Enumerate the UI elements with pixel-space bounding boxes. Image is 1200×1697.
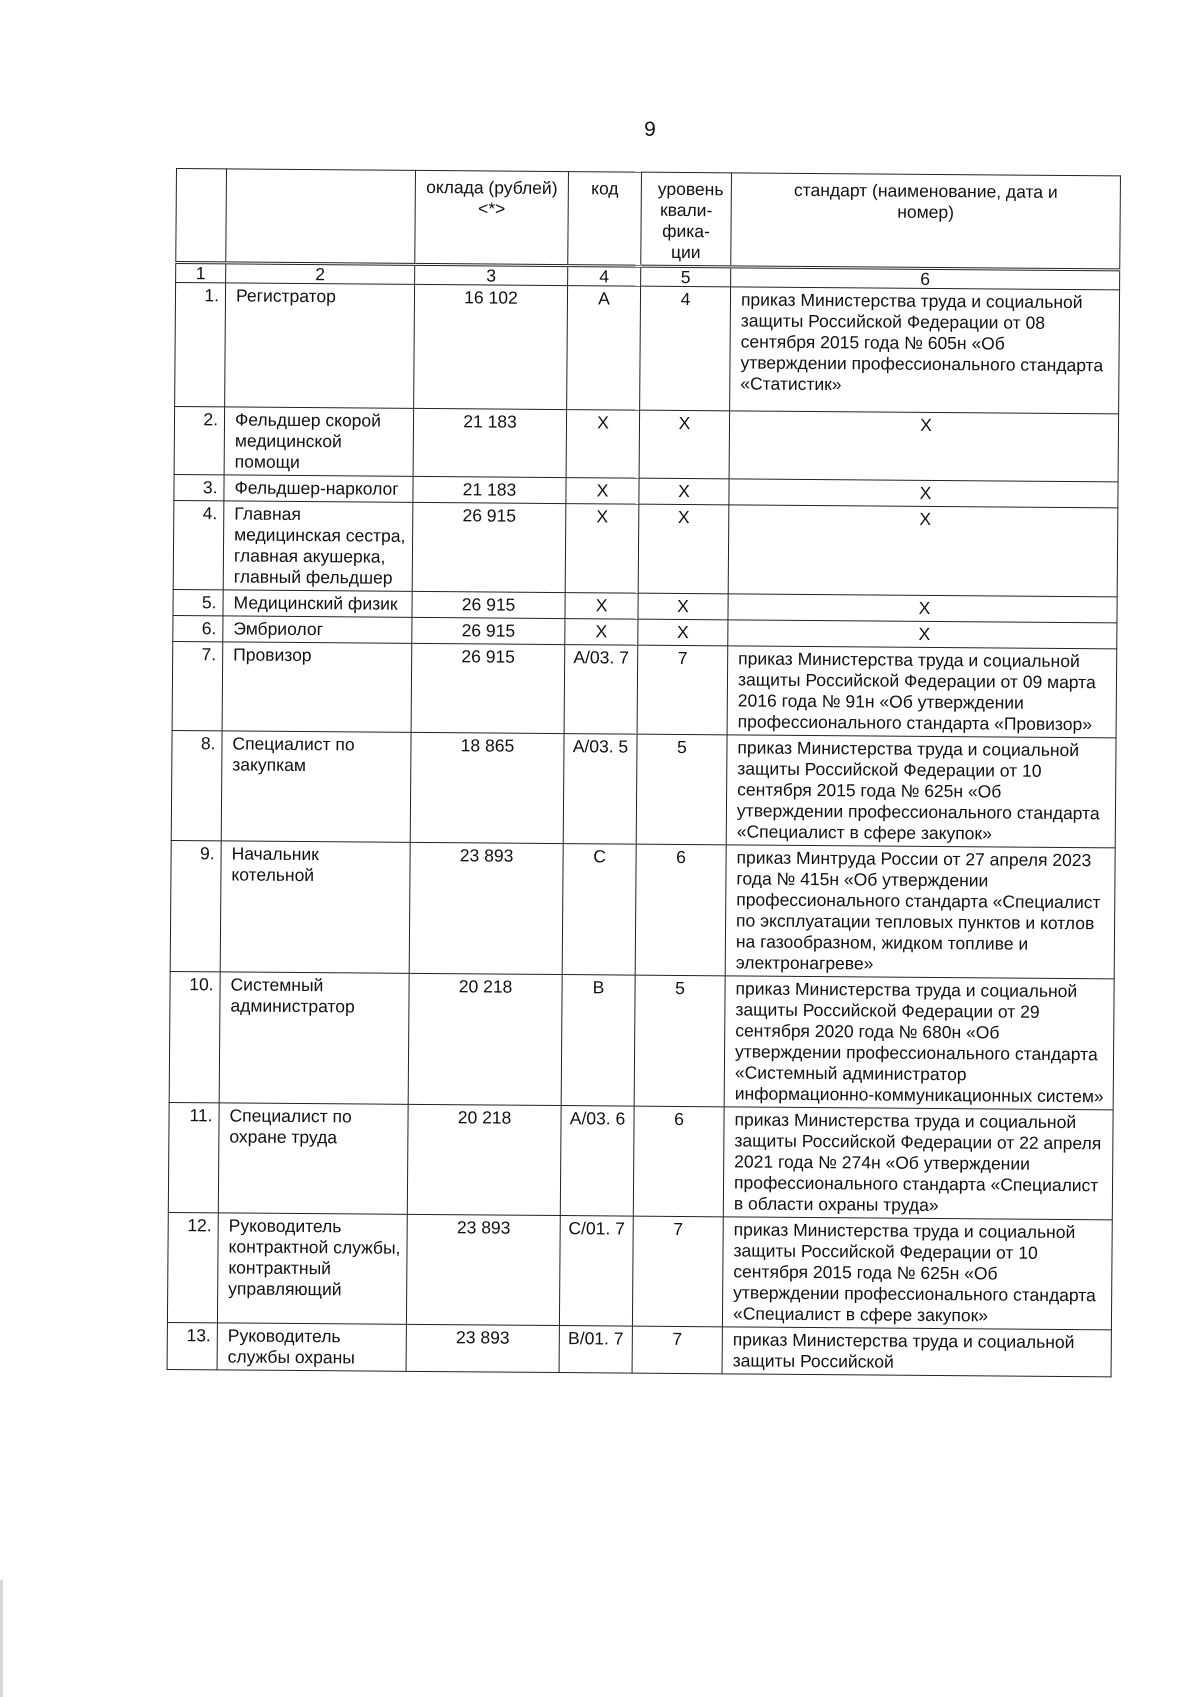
salary-value: 20 218	[408, 973, 562, 1105]
qualification-level: 5	[636, 734, 727, 845]
function-code: С/01. 7	[559, 1216, 633, 1327]
position-name: Начальник котельной	[220, 841, 410, 973]
column-number: 5	[641, 266, 731, 287]
professional-standard: Х	[728, 620, 1117, 649]
professional-standard: приказ Минтруда России от 27 апреля 2023 года № 415н «Об утверждении профессионального стандарта «Специалист по эксплуатации тепловых пунктов и котлов на газообразном, жидком топливе и электронагреве»	[725, 845, 1115, 979]
salary-value: 16 102	[414, 284, 568, 409]
salary-value: 20 218	[407, 1104, 561, 1215]
qualification-level: Х	[639, 410, 730, 479]
table-row	[173, 500, 1118, 596]
professional-standard: Х	[728, 505, 1118, 597]
qualification-level: Х	[638, 504, 729, 594]
salary-value: 23 893	[406, 1214, 560, 1325]
professional-standard: приказ Министерства труда и социальной защиты Российской Федерации от 08 сентября 2015 года № 605н «Об утверждении профессионального стандарта «Статистик»	[730, 287, 1120, 414]
position-name: Специалист по охране труда	[218, 1103, 408, 1214]
professional-standard: приказ Министерства труда и социальной защиты Российской Федерации от 22 апреля 2021 года № 274н «Об утверждении профессионального стандарта «Специалист в области охраны труда»	[723, 1107, 1113, 1220]
qualification-level: 6	[633, 1106, 724, 1217]
row-number: 11.	[168, 1102, 219, 1212]
function-code: В	[561, 975, 635, 1107]
position-name: Медицинский физик	[223, 590, 412, 617]
row-number: 2.	[174, 406, 225, 474]
qualification-level: Х	[639, 478, 729, 505]
position-name: Фельдшер-нарколог	[224, 475, 413, 502]
table-row	[174, 406, 1119, 481]
professional-standard: приказ Министерства труда и социальной защиты Российской Федерации от 29 сентября 2020 года № 680н «Об утверждении профессионального стандарта «Системный администратор информационно-коммуникационных систем»	[724, 976, 1114, 1110]
salary-value: 26 915	[412, 502, 566, 592]
salary-value: 21 183	[413, 476, 566, 503]
column-number: 2	[226, 263, 415, 284]
table-row	[171, 730, 1116, 847]
professional-standard: Х	[729, 411, 1119, 482]
function-code: А/03. 5	[563, 734, 637, 845]
function-code: Х	[565, 504, 639, 594]
function-code: А/03. 6	[560, 1106, 634, 1217]
row-number: 3.	[174, 474, 224, 500]
row-number: 1.	[175, 283, 226, 407]
table-row	[169, 971, 1114, 1109]
table-row	[168, 1102, 1113, 1219]
professional-standard: приказ Министерства труда и социальной защиты Российской	[722, 1327, 1111, 1377]
row-number: 6.	[173, 615, 223, 641]
professional-standard: приказ Министерства труда и социальной защиты Российской Федерации от 10 сентября 2015 года № 625н «Об утверждении профессионального стандарта «Специалист в сфере закупок»	[726, 735, 1116, 848]
position-name: Руководитель контрактной службы, контрактный управляющий	[217, 1213, 407, 1324]
position-name: Провизор	[222, 642, 412, 732]
professional-standard: приказ Министерства труда и социальной защиты Российской Федерации от 10 сентября 2015 года № 625н «Об утверждении профессионального стандарта «Специалист в сфере закупок»	[722, 1217, 1112, 1330]
position-name: Фельдшер скорой медицинской помощи	[224, 407, 414, 476]
row-number: 5.	[173, 589, 223, 615]
table-header-row	[176, 169, 1121, 270]
salary-value: 26 915	[412, 617, 565, 644]
scan-edge-shadow	[0, 1580, 3, 1697]
page-number: 9	[644, 118, 656, 141]
salary-value: 23 893	[409, 842, 563, 974]
salary-value: 23 893	[406, 1324, 559, 1372]
position-name: Регистратор	[225, 283, 415, 408]
header-level: уровень квали-фика-ции	[641, 172, 732, 267]
professional-standard: Х	[728, 594, 1117, 623]
column-number: 1	[176, 263, 226, 283]
qualification-level: 4	[640, 286, 731, 411]
row-number: 13.	[167, 1322, 217, 1369]
column-number: 3	[415, 264, 568, 285]
table-row	[170, 840, 1115, 978]
position-name: Руководитель службы охраны	[217, 1323, 406, 1371]
position-name: Эмбриолог	[223, 616, 412, 643]
row-number: 10.	[169, 971, 220, 1102]
function-code: Х	[566, 410, 640, 479]
salary-table	[167, 168, 1121, 1377]
qualification-level: 6	[635, 844, 726, 976]
header-col-1	[176, 169, 227, 263]
position-name: Системный администратор	[219, 972, 409, 1104]
function-code: Х	[565, 619, 638, 646]
table-row	[167, 1212, 1112, 1329]
header-col-2	[226, 169, 416, 264]
header-salary: оклада (рублей) <*>	[415, 170, 569, 265]
function-code: С	[562, 844, 636, 976]
position-name: Главная медицинская сестра, главная акушерка, главный фельдшер	[223, 501, 413, 591]
qualification-level: Х	[638, 593, 728, 620]
header-code: код	[568, 172, 642, 267]
table-row	[167, 1322, 1111, 1376]
function-code: Х	[566, 478, 639, 505]
column-number: 6	[731, 267, 1120, 290]
header-standard: стандарт (наименование, дата и номер)	[731, 173, 1121, 270]
column-number: 4	[568, 266, 641, 287]
function-code: Х	[565, 593, 638, 620]
professional-standard: Х	[729, 479, 1118, 508]
salary-value: 18 865	[410, 732, 564, 843]
qualification-level: 7	[632, 1216, 723, 1327]
table-row	[172, 641, 1117, 737]
qualification-level: 7	[637, 645, 728, 735]
row-number: 12.	[167, 1212, 218, 1322]
row-number: 9.	[170, 840, 221, 971]
table-row	[175, 283, 1120, 414]
row-number: 7.	[172, 641, 223, 730]
salary-value: 26 915	[411, 643, 565, 733]
qualification-level: 7	[632, 1326, 722, 1374]
qualification-level: 5	[634, 975, 725, 1107]
function-code: А	[567, 286, 641, 411]
function-code: А/03. 7	[564, 645, 638, 735]
row-number: 8.	[171, 730, 222, 840]
salary-value: 21 183	[413, 408, 567, 477]
qualification-level: Х	[638, 619, 728, 646]
row-number: 4.	[173, 500, 224, 589]
position-name: Специалист по закупкам	[221, 731, 411, 842]
professional-standard: приказ Министерства труда и социальной защиты Российской Федерации от 09 марта 2016 года № 91н «Об утверждении профессионального стандарта «Провизор»	[727, 646, 1117, 738]
function-code: В/01. 7	[559, 1326, 632, 1374]
salary-value: 26 915	[412, 591, 565, 618]
